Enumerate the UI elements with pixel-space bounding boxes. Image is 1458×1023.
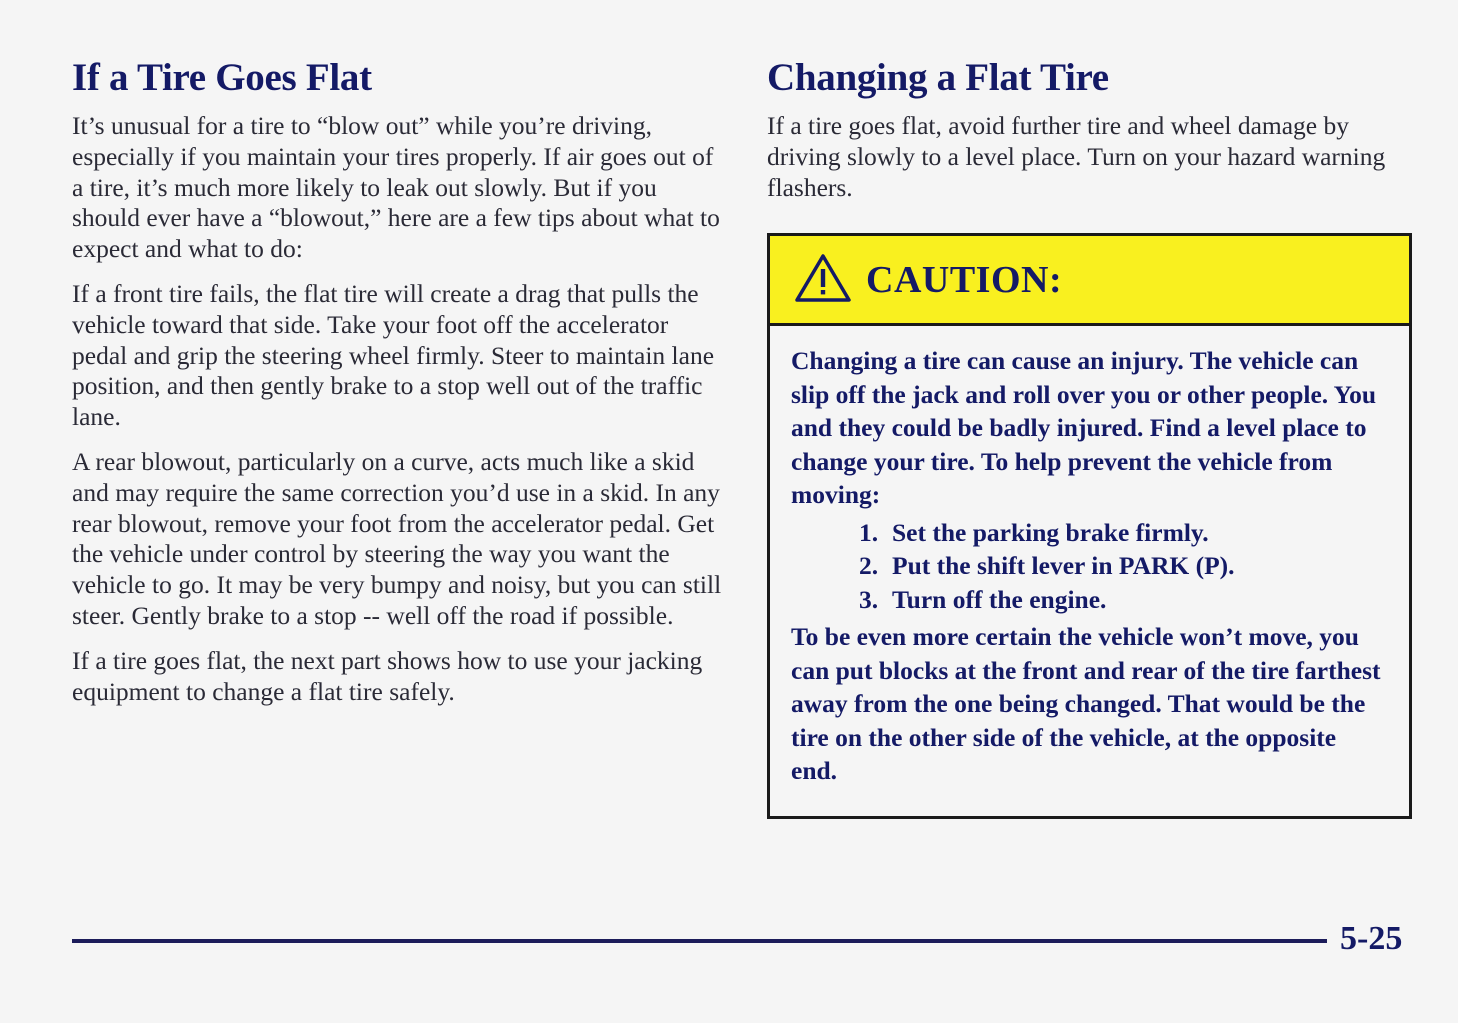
paragraph-next-part: If a tire goes flat, the next part shows how to use your jacking equipment to change a flat tire safely.: [72, 645, 703, 706]
section-heading-tire-flat: If a Tire Goes Flat: [72, 56, 372, 99]
caution-outro-text: To be even more certain the vehicle won’t move, you can put blocks at the front and rear of the tire farthest away from the one being changed. That would be the tire on the other side of the vehicle, at the opposite end.: [791, 622, 1381, 785]
warning-triangle-icon: [794, 253, 852, 303]
paragraph-changing-intro: If a tire goes flat, avoid further tire and wheel damage by driving slowly to a level place. Turn on your hazard warning flashers.: [767, 111, 1386, 202]
caution-step: [859, 549, 1387, 583]
step-text: Set the parking brake firmly.: [892, 517, 1209, 547]
step-number: 2.: [859, 551, 879, 580]
caution-steps-list: [791, 516, 1387, 617]
section-heading-changing-tire: Changing a Flat Tire: [767, 56, 1109, 99]
paragraph-front-tire: If a front tire fails, the flat tire will create a drag that pulls the vehicle toward that side. Take your foot off the accelerator pedal and grip the steering wheel firmly. Steer to maintain lane position, and then gently brake to a stop well out of the traffic lane.: [72, 278, 715, 432]
caution-header: [770, 236, 1409, 326]
footer-divider: [72, 939, 1327, 943]
caution-title: CAUTION:: [866, 258, 1063, 301]
caution-body: [770, 326, 1409, 788]
caution-box: [767, 233, 1412, 819]
page-number: 5-25: [1340, 920, 1403, 957]
caution-intro-text: Changing a tire can cause an injury. The vehicle can slip off the jack and roll over you or other people. You and they could be badly injured. Find a level place to change your tire. To help prevent the vehicle from moving:: [791, 346, 1377, 509]
paragraph-rear-blowout: A rear blowout, particularly on a curve, acts much like a skid and may require the same correction you’d use in a skid. In any rear blowout, remove your foot from the accelerator pedal. Get the vehicle under control by steering the way you want the vehicle to go. It may be very bumpy and noisy, but you can still steer. Gently brake to a stop -- well off the road if possible.: [72, 446, 722, 630]
caution-step: [859, 583, 1387, 617]
step-text: Turn off the engine.: [892, 584, 1107, 614]
step-text: Put the shift lever in PARK (P).: [892, 551, 1235, 580]
left-column: [72, 55, 722, 721]
caution-step: [859, 516, 1387, 550]
step-number: 1.: [859, 517, 879, 547]
step-number: 3.: [859, 584, 879, 614]
right-column: [767, 55, 1412, 217]
paragraph-blowout-intro: It’s unusual for a tire to “blow out” while you’re driving, especially if you maintain your tires properly. If air goes out of a tire, it’s much more likely to leak out slowly. But if you should ever have a “blowout,” here are a few tips about what to expect and what to do:: [72, 111, 720, 264]
